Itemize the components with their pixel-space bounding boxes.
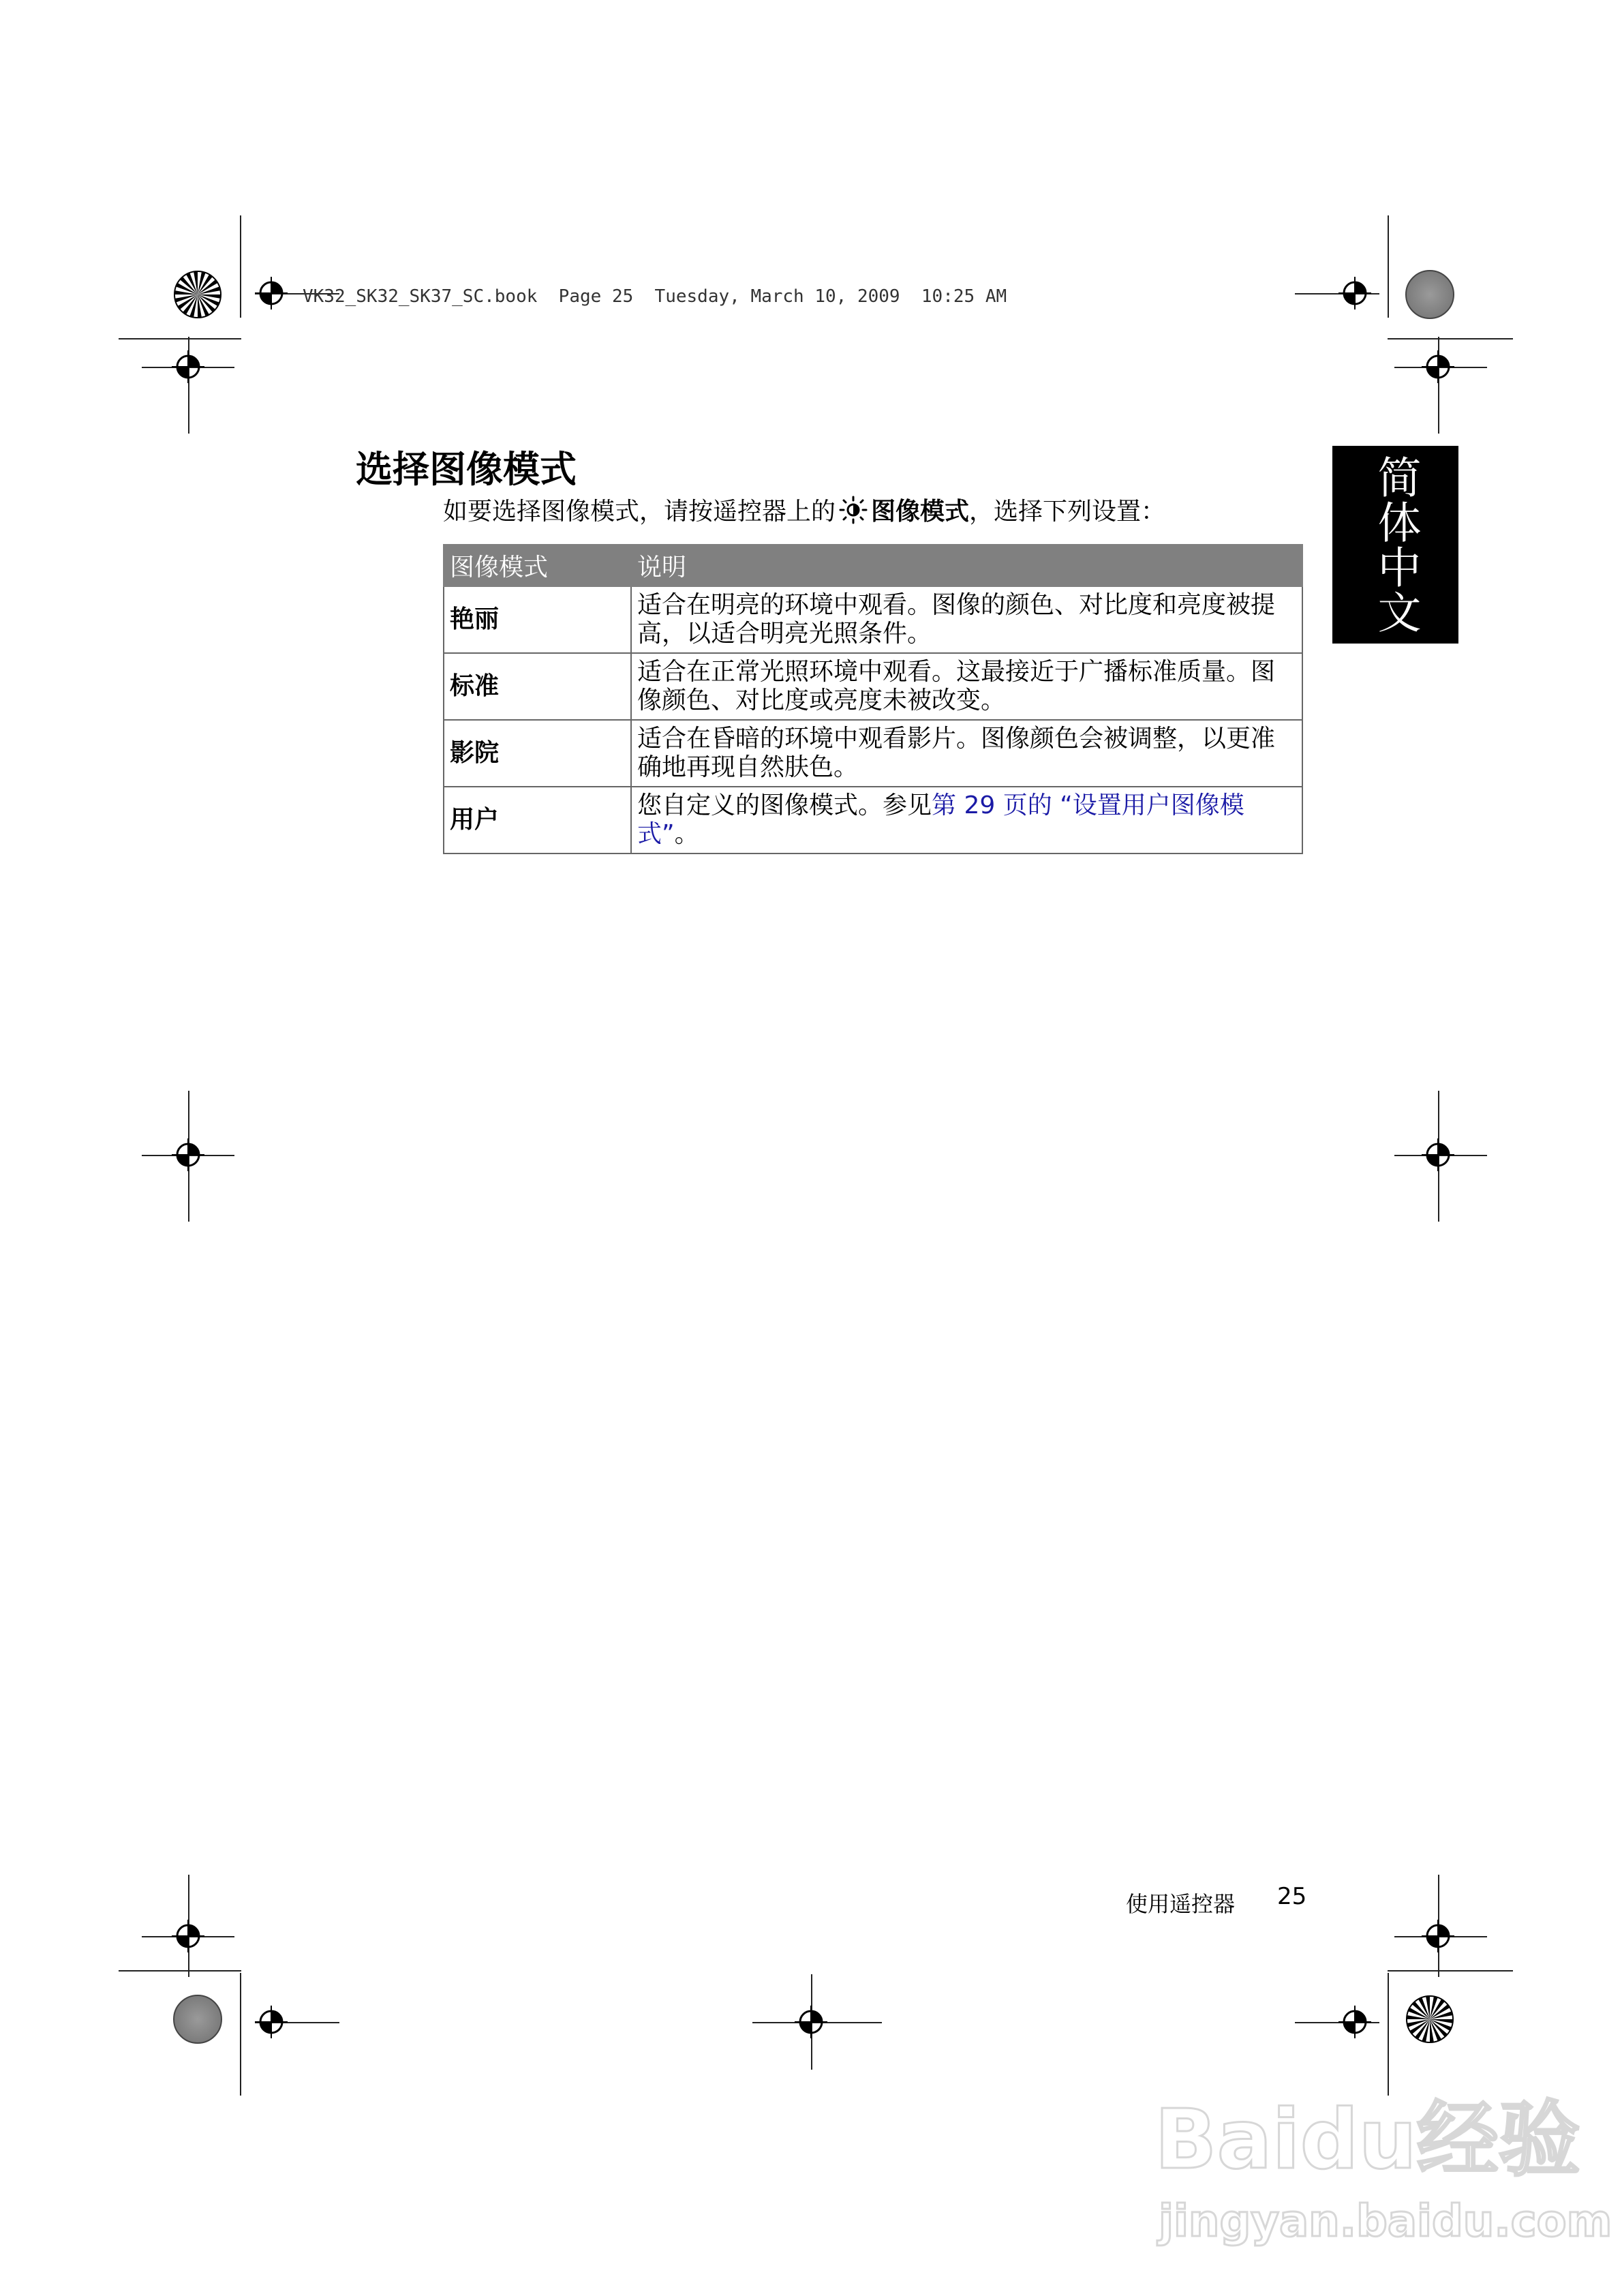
- registration-target-icon: [1338, 2006, 1371, 2038]
- print-header: VK32_SK32_SK37_SC.book Page 25 Tuesday, March 10, 2009 10:25 AM: [303, 286, 1007, 307]
- mode-description: [631, 787, 1302, 854]
- table-row: [444, 586, 1302, 653]
- intro-button-name: 图像模式: [871, 498, 970, 526]
- mode-description: 适合在正常光照环境中观看。这最接近于广播标准质量。图像颜色、对比度或亮度未被改变。: [631, 653, 1302, 720]
- registration-target-icon: [1422, 1138, 1454, 1171]
- mode-description: 适合在明亮的环境中观看。图像的颜色、对比度和亮度被提高，以适合明亮光照条件。: [631, 586, 1302, 653]
- registration-target-icon: [255, 277, 288, 309]
- baidu-watermark-logo: [1152, 2086, 1612, 2256]
- desc-text: 您自定义的图像模式。参见: [637, 791, 932, 819]
- picture-mode-table: [443, 544, 1303, 854]
- table-row: [444, 787, 1302, 854]
- intro-before: 如要选择图像模式，请按遥控器上的: [443, 498, 836, 526]
- registration-target-icon: [255, 2006, 288, 2038]
- language-tab: [1332, 446, 1458, 644]
- registration-gray-dot: [1405, 270, 1454, 319]
- page-number: 25: [1277, 1883, 1307, 1910]
- mode-name: 标准: [444, 653, 631, 720]
- mode-name: 用户: [444, 787, 631, 854]
- language-tab-label: 简体中文: [1370, 455, 1421, 635]
- registration-target-icon: [172, 1138, 204, 1171]
- desc-end: 。: [674, 820, 699, 848]
- registration-star-icon: [173, 270, 222, 319]
- header-description: 说明: [631, 545, 1302, 586]
- header-mode: 图像模式: [444, 545, 631, 586]
- cross-reference-link[interactable]: 第 29 页的 “设置用户图像模式”: [637, 791, 1244, 848]
- mode-description: 适合在昏暗的环境中观看影片。图像颜色会被调整，以更准确地再现自然肤色。: [631, 720, 1302, 787]
- watermark-logo-text: Baidu经验: [1154, 2093, 1580, 2188]
- sun-icon: [838, 495, 868, 525]
- registration-target-icon: [1338, 277, 1371, 309]
- registration-target-icon: [172, 350, 204, 383]
- intro-text: [443, 492, 1165, 527]
- registration-gray-dot: [173, 1995, 222, 2044]
- registration-target-icon: [1422, 1920, 1454, 1952]
- table-row: [444, 720, 1302, 787]
- watermark-url: jingyan.baidu.com: [1159, 2196, 1612, 2247]
- footer-section-name: 使用遥控器: [1126, 1891, 1236, 1917]
- table-row: [444, 653, 1302, 720]
- registration-target-icon: [172, 1920, 204, 1952]
- registration-star-icon: [1405, 1995, 1454, 2044]
- registration-target-icon: [1422, 350, 1454, 383]
- intro-after: ，选择下列设置：: [969, 498, 1166, 526]
- registration-target-icon: [795, 2006, 827, 2038]
- section-title: 选择图像模式: [356, 448, 577, 491]
- mode-name: 影院: [444, 720, 631, 787]
- table-header-row: [444, 545, 1302, 586]
- mode-name: 艳丽: [444, 586, 631, 653]
